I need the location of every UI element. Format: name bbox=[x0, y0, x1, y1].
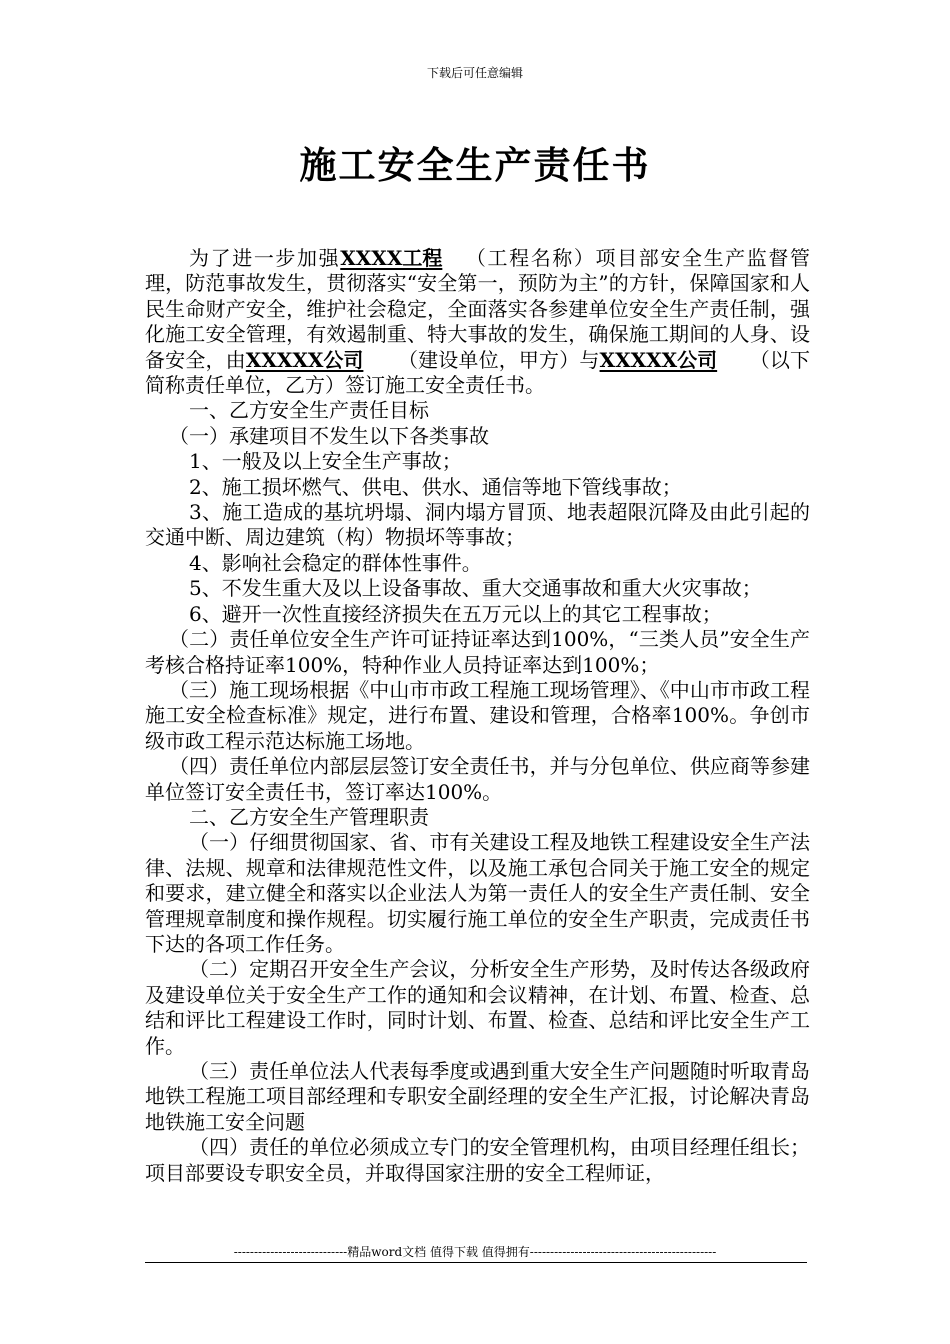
document-body bbox=[145, 246, 810, 1186]
intro-text-3: （建设单位，甲方）与 bbox=[397, 347, 600, 372]
list-item: 1、一般及以上安全生产事故； bbox=[189, 449, 462, 474]
body-paragraph: （四）责任的单位必须成立专门的安全管理机构，由项目经理任组长；项目部要设专职安全员，并取得国家注册的安全工程师证， bbox=[145, 1135, 810, 1185]
project-name-field: XXXX工程 bbox=[340, 246, 443, 270]
list-item: 2、施工损坏燃气、供电、供水、通信等地下管线事故； bbox=[189, 474, 682, 499]
body-paragraph: （四）责任单位内部层层签订安全责任书，并与分包单位、供应商等参建单位签订安全责任书，签订率达100%。 bbox=[145, 754, 810, 804]
intro-text-4: （以下简称责任单位，乙方）签订施工安全责任书。 bbox=[145, 347, 811, 398]
list-item: 5、不发生重大及以上设备事故、重大交通事故和重大火灾事故； bbox=[189, 576, 762, 601]
body-paragraph: （三）施工现场根据《中山市市政工程施工现场管理》、《中山市市政工程施工安全检查标准》规定，进行布置、建设和管理，合格率100%。争创市级市政工程示范达标施工场地。 bbox=[145, 677, 810, 753]
body-paragraph: （三）责任单位法人代表每季度或遇到重大安全生产问题随时听取青岛地铁工程施工项目部经理和专职安全副经理的安全生产汇报，讨论解决青岛地铁施工安全问题 bbox=[145, 1059, 810, 1134]
body-paragraph: （二）责任单位安全生产许可证持证率达到100%，“三类人员”安全生产考核合格持证率100%，特种作业人员持证率达到100%； bbox=[145, 627, 810, 677]
list-item: 6、避开一次性直接经济损失在五万元以上的其它工程事故； bbox=[189, 601, 722, 626]
list-item: 4、影响社会稳定的群体性事件。 bbox=[189, 550, 482, 575]
footer-note: ----------------------------精品word文档 值得下载 值得拥有---------------------------------------------- bbox=[233, 1245, 717, 1259]
section-heading-1: 一、乙方安全生产责任目标 bbox=[189, 398, 429, 423]
party-b-field: XXXXX公司 bbox=[599, 347, 718, 372]
body-paragraph: （一）仔细贯彻国家、省、市有关建设工程及地铁工程建设安全生产法律、法规、规章和法律规范性文件，以及施工承包合同关于施工安全的规定和要求，建立健全和落实以企业法人为第一责任人的安全生产责任制、安全管理规章制度和操作规程。切实履行施工单位的安全生产职责，完成责任书下达的各项工作任务。 bbox=[145, 830, 810, 956]
section-heading-2: 二、乙方安全生产管理职责 bbox=[189, 804, 429, 829]
intro-text-2: （工程名称）项目部安全生产监督管理，防范事故发生，贯彻落实“安全第一，预防为主”的方针，保障国家和人民生命财产安全，维护社会稳定，全面落实各参建单位安全生产责任制，强化施工安全管理，有效遏制重、特大事故的发生，确保施工期间的人身、设备安全，由 bbox=[145, 246, 811, 372]
body-paragraph: （二）定期召开安全生产会议，分析安全生产形势，及时传达各级政府及建设单位关于安全生产工作的通知和会议精神，在计划、布置、检查、总结和评比工程建设工作时，同时计划、布置、检查、总结和评比安全生产工作。 bbox=[145, 957, 810, 1058]
footer-divider bbox=[145, 1262, 807, 1263]
list-item: 3、施工造成的基坑坍塌、洞内塌方冒顶、地表超限沉降及由此引起的交通中断、周边建筑（构）物损坏等事故； bbox=[145, 500, 810, 550]
header-note: 下载后可任意编辑 bbox=[426, 66, 523, 80]
intro-paragraph bbox=[145, 246, 810, 398]
party-a-field: XXXXX公司 bbox=[245, 347, 364, 372]
subsection-heading: （一）承建项目不发生以下各类事故 bbox=[169, 423, 489, 448]
document-title: 施工安全生产责任书 bbox=[299, 143, 651, 187]
intro-text-1: 为了进一步加强 bbox=[189, 246, 341, 270]
